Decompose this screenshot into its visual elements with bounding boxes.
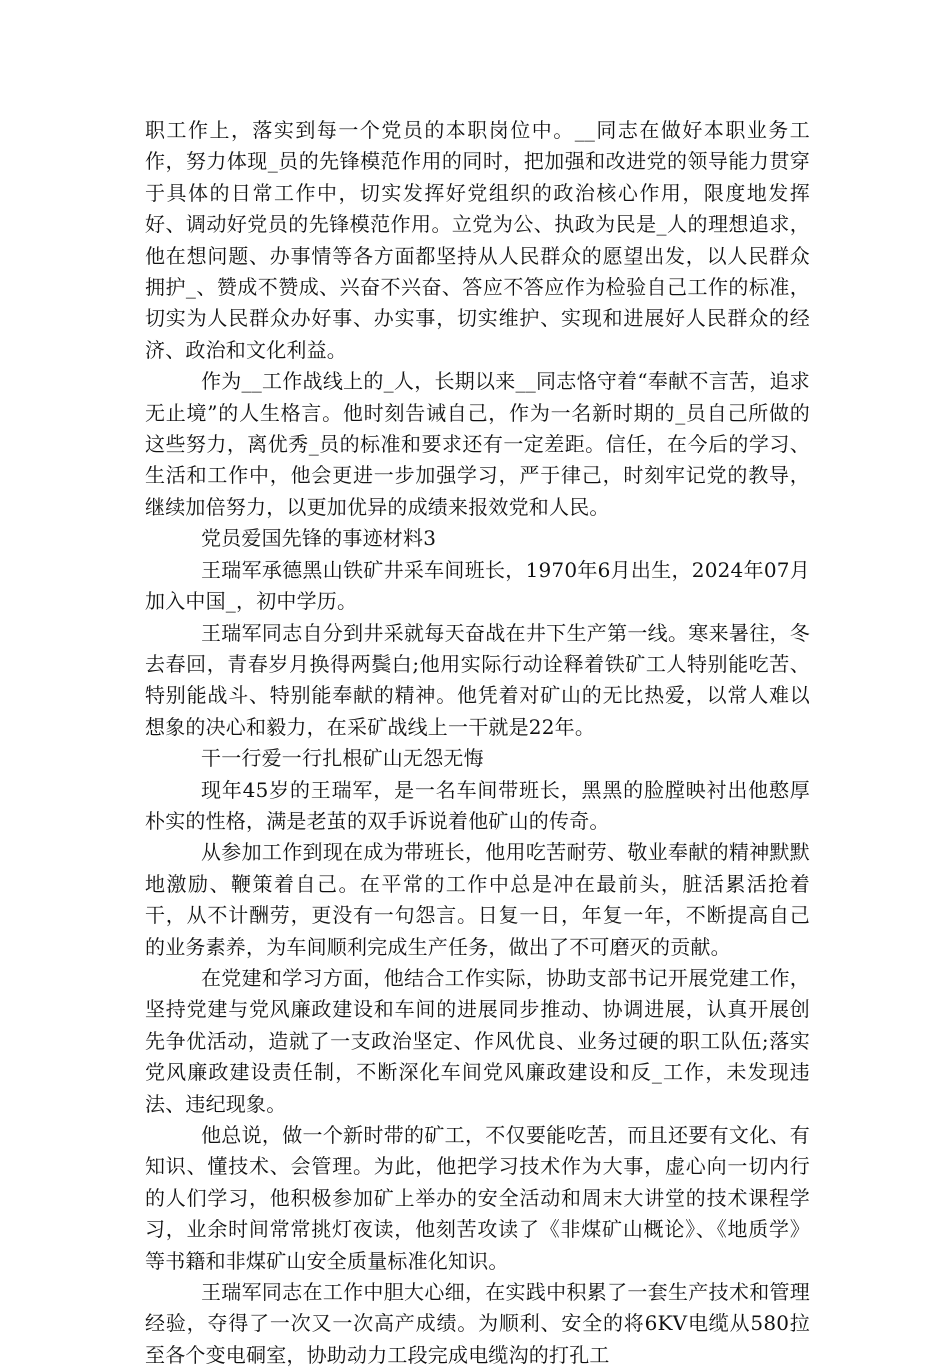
body-paragraph: 现年45岁的王瑞军，是一名车间带班长，黑黑的脸膛映衬出他憨厚朴实的性格，满是老茧的双手诉说着他矿山的传奇。 xyxy=(145,777,810,833)
body-paragraph: 从参加工作到现在成为带班长，他用吃苦耐劳、敬业奉献的精神默默地激励、鞭策着自己。在平常的工作中总是冲在最前头，脏活累活抢着干，从不计酬劳，更没有一句怨言。日复一日，年复一年，不断提高自己的业务素养，为车间顺利完成生产任务，做出了不可磨灭的贡献。 xyxy=(145,840,810,959)
body-paragraph: 职工作上，落实到每一个党员的本职岗位中。__同志在做好本职业务工作，努力体现_员的先锋模范作用的同时，把加强和改进党的领导能力贯穿于具体的日常工作中，切实发挥好党组织的政治核心作用，限度地发挥好、调动好党员的先锋模范作用。立党为公、执政为民是_人的理想追求，他在想问题、办事情等各方面都坚持从人民群众的愿望出发，以人民群众拥护_、赞成不赞成、兴奋不兴奋、答应不答应作为检验自己工作的标准，切实为人民群众办好事、办实事，切实维护、实现和进展好人民群众的经济、政治和文化利益。 xyxy=(145,118,810,362)
body-paragraph: 在党建和学习方面，他结合工作实际，协助支部书记开展党建工作，坚持党建与党风廉政建设和车间的进展同步推动、协调进展，认真开展创先争优活动，造就了一支政治坚定、作风优良、业务过硬的职工队伍;落实党风廉政建设责任制，不断深化车间党风廉政建设和反_工作，未发现违法、违纪现象。 xyxy=(145,965,810,1116)
section-heading: 干一行爱一行扎根矿山无怨无悔 xyxy=(201,746,484,771)
body-paragraph: 作为__工作战线上的_人，长期以来__同志恪守着“奉献不言苦，追求无止境”的人生格言。他时刻告诫自己，作为一名新时期的_员自己所做的这些努力，离优秀_员的标准和要求还有一定差距。信任，在今后的学习、生活和工作中，他会更进一步加强学习，严于律己，时刻牢记党的教导，继续加倍努力，以更加优异的成绩来报效党和人民。 xyxy=(145,369,810,519)
section-heading: 党员爱国先锋的事迹材料3 xyxy=(201,526,437,551)
document-body xyxy=(145,115,810,1371)
body-paragraph: 王瑞军同志自分到井采就每天奋战在井下生产第一线。寒来暑往，冬去春回，青春岁月换得两鬓白;他用实际行动诠释着铁矿工人特别能吃苦、特别能战斗、特别能奉献的精神。他凭着对矿山的无比热爱，以常人难以想象的决心和毅力，在采矿战线上一干就是22年。 xyxy=(145,620,810,739)
body-paragraph: 王瑞军同志在工作中胆大心细，在实践中积累了一套生产技术和管理经验，夺得了一次又一次高产成绩。为顺利、安全的将6KV电缆从580拉至各个变电硐室，协助动力工段完成电缆沟的打孔工 xyxy=(145,1280,810,1367)
body-paragraph: 王瑞军承德黑山铁矿井采车间班长，1970年6月出生，2024年07月加入中国_，初中学历。 xyxy=(145,557,810,614)
body-paragraph: 他总说，做一个新时带的矿工，不仅要能吃苦，而且还要有文化、有知识、懂技术、会管理。为此，他把学习技术作为大事，虚心向一切内行的人们学习，他积极参加矿上举办的安全活动和周末大讲堂的技术课程学习，业余时间常常挑灯夜读，他刻苦攻读了《非煤矿山概论》、《地质学》等书籍和非煤矿山安全质量标准化知识。 xyxy=(145,1123,810,1273)
